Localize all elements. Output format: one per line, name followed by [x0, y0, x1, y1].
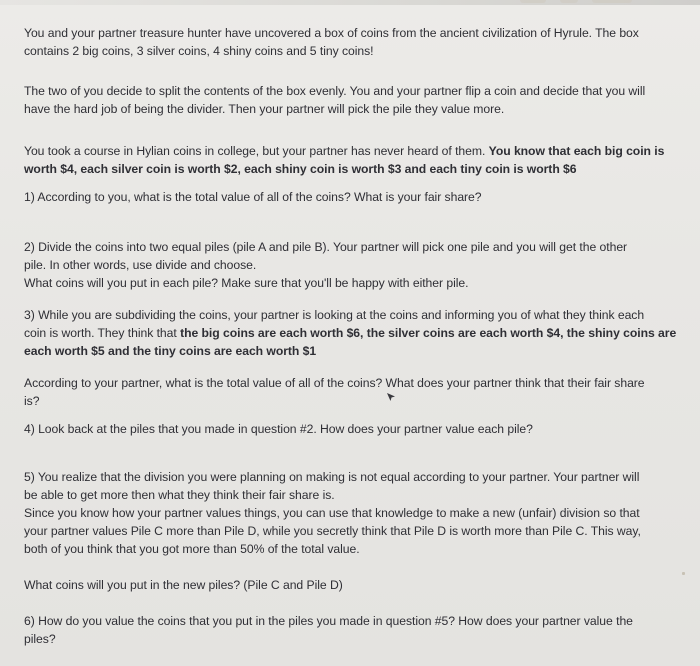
- partner-values-bold: the big coins are each worth $6, the silver coins are each worth $4, the shiny coins are: [180, 326, 677, 340]
- question-2-line: What coins will you put in each pile? Make sure that you'll be happy with either pile.: [24, 276, 469, 290]
- question-5-line: your partner values Pile C more than Pile D, while you secretly think that Pile D is worth more than Pile C. This way,: [24, 524, 641, 538]
- question-5-followup: [24, 576, 684, 594]
- course-values-bold: You know that each big coin is: [488, 144, 665, 158]
- split-line: The two of you decide to split the contents of the box evenly. You and your partner flip a coin and decide that you will: [24, 84, 646, 98]
- question-2: [24, 238, 684, 292]
- clipped-text-fragment: [520, 0, 546, 3]
- top-edge: [0, 0, 700, 5]
- clipped-text-fragment: [560, 0, 578, 3]
- question-2-line: 2) Divide the coins into two equal piles (pile A and pile B). Your partner will pick one pile and you will get the other: [24, 240, 628, 254]
- question-5-line: both of you think that you got more than 50% of the total value.: [24, 542, 360, 556]
- partner-values-bold: each worth $5 and the tiny coins are each worth $1: [24, 344, 317, 358]
- question-5: [24, 468, 684, 558]
- intro-line: You and your partner treasure hunter have uncovered a box of coins from the ancient civilization of Hyrule. The box: [24, 26, 639, 40]
- question-5-line: 5) You realize that the division you were planning on making is not equal according to your partner. Your partner will: [24, 470, 640, 484]
- question-2-line: pile. In other words, use divide and choose.: [24, 258, 257, 272]
- question-5-line: be able to get more then what they think their fair share is.: [24, 488, 335, 502]
- course-values-bold: worth $4, each silver coin is worth $2, each shiny coin is worth $3 and each tiny coin is worth $6: [24, 162, 577, 176]
- question-3: [24, 306, 684, 360]
- question-3-text: coin is worth. They think that: [24, 326, 181, 340]
- clipped-text-fragment: [592, 0, 632, 3]
- question-3-line: 3) While you are subdividing the coins, your partner is looking at the coins and informing you of what they think each: [24, 308, 645, 322]
- scan-speck: [682, 572, 685, 575]
- question-3-line: [24, 324, 684, 342]
- question-4-text: 4) Look back at the piles that you made in question #2. How does your partner value each pile?: [24, 422, 533, 436]
- question-6-line: piles?: [24, 632, 56, 646]
- question-6: [24, 612, 684, 648]
- question-3-followup-line: is?: [24, 394, 40, 408]
- course-line-1: [24, 142, 684, 160]
- question-1-text: 1) According to you, what is the total value of all of the coins? What is your fair share?: [24, 190, 482, 204]
- question-5-followup-text: What coins will you put in the new piles? (Pile C and Pile D): [24, 578, 343, 592]
- mouse-pointer-icon: [386, 392, 396, 402]
- question-6-line: 6) How do you value the coins that you put in the piles you made in question #5? How does your partner value the: [24, 614, 633, 628]
- question-4: [24, 420, 684, 438]
- question-5-line: Since you know how your partner values things, you can use that knowledge to make a new (unfair) division so that: [24, 506, 640, 520]
- intro-line: contains 2 big coins, 3 silver coins, 4 shiny coins and 5 tiny coins!: [24, 44, 374, 58]
- course-paragraph: [24, 142, 684, 178]
- question-1: [24, 188, 684, 206]
- question-3-followup: [24, 374, 684, 410]
- intro-paragraph: [24, 24, 684, 60]
- split-line: have the hard job of being the divider. Then your partner will pick the pile they value more.: [24, 102, 505, 116]
- split-paragraph: [24, 82, 684, 118]
- course-text: You took a course in Hylian coins in college, but your partner has never heard of them.: [24, 144, 489, 158]
- question-3-followup-line: According to your partner, what is the total value of all of the coins? What does your partner think that their fair share: [24, 376, 645, 390]
